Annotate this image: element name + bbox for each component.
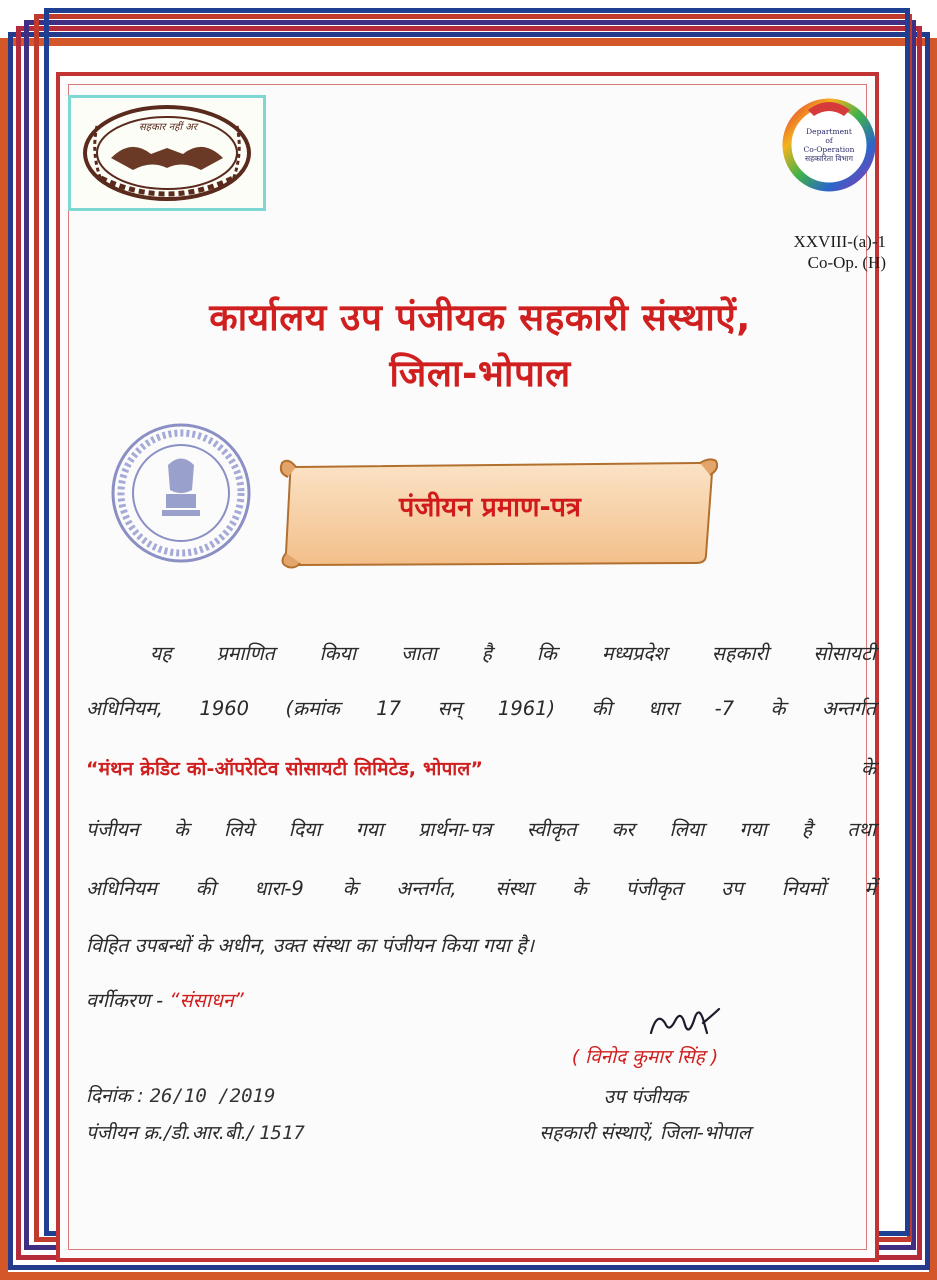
body-line-3 — [86, 756, 876, 782]
form-code-line-2: Co-Op. (H) — [807, 253, 886, 272]
cooperative-emblem-logo — [68, 95, 266, 211]
body-line-3-suffix: के — [861, 757, 876, 780]
registration-number — [86, 1119, 305, 1145]
body-line-6: विहित उपबन्धों के अधीन, उक्त संस्था का पंजीयन किया गया है। — [86, 934, 535, 957]
handshake-emblem-icon — [71, 98, 263, 208]
office-title — [90, 290, 870, 402]
registration-label: पंजीयन क्र./डी.आर.बी./ — [86, 1122, 254, 1144]
classification-value: “संसाधन” — [169, 989, 244, 1012]
body-line-4: पंजीयन के लिये दिया गया प्रार्थना-पत्र स्वीकृत कर लिया गया है तथा — [86, 818, 876, 841]
signatory-designation: उप पंजीयक — [603, 1086, 687, 1108]
body-line-1: यह प्रमाणित किया जाता है कि मध्यप्रदेश सहकारी सोसायटी — [150, 642, 876, 665]
office-title-line-1: कार्यालय उप पंजीयक सहकारी संस्थाऐं, — [209, 296, 751, 339]
date-label: दिनांक : — [86, 1085, 144, 1107]
classification-label: वर्गीकरण - — [86, 989, 164, 1012]
form-code — [793, 231, 886, 273]
classification — [86, 988, 876, 1014]
body-line-2: अधिनियम, 1960 (क्रमांक 17 सन् 1961) की धारा -7 के अन्तर्गत — [86, 697, 876, 720]
official-seal-stamp-icon — [108, 420, 254, 566]
logo-text-line-4: सहकारिता विभाग — [805, 154, 853, 163]
signatory-department: सहकारी संस्थाऐं, जिला-भोपाल — [539, 1122, 751, 1144]
society-name: “मंथन क्रेडिट को-ऑपरेटिव सोसायटी लिमिटेड, भोपाल” — [86, 758, 484, 780]
logo-text-line-2: of — [825, 136, 833, 145]
handwritten-signature-icon — [645, 1003, 725, 1045]
signatory-name: ( विनोद कुमार सिंह ) — [571, 1046, 719, 1068]
emblem-motto: सहकार नहीं अर — [139, 122, 197, 133]
logo-text-line-1: Department — [806, 127, 852, 136]
issue-date — [86, 1082, 275, 1108]
form-code-line-1: XXVIII-(a)-1 — [793, 232, 886, 251]
logo-text-line-3: Co-Operation — [803, 145, 855, 154]
office-title-line-2: जिला-भोपाल — [389, 352, 571, 395]
registration-value: 1517 — [259, 1122, 305, 1144]
inner-frame — [68, 84, 867, 1250]
body-line-5: अधिनियम की धारा-9 के अन्तर्गत, संस्था के पंजीकृत उप नियमों में — [86, 877, 876, 900]
certificate-heading: पंजीयन प्रमाण-पत्र — [399, 492, 581, 523]
department-logo-text — [792, 127, 866, 163]
date-value: 26/10 /2019 — [149, 1085, 276, 1107]
